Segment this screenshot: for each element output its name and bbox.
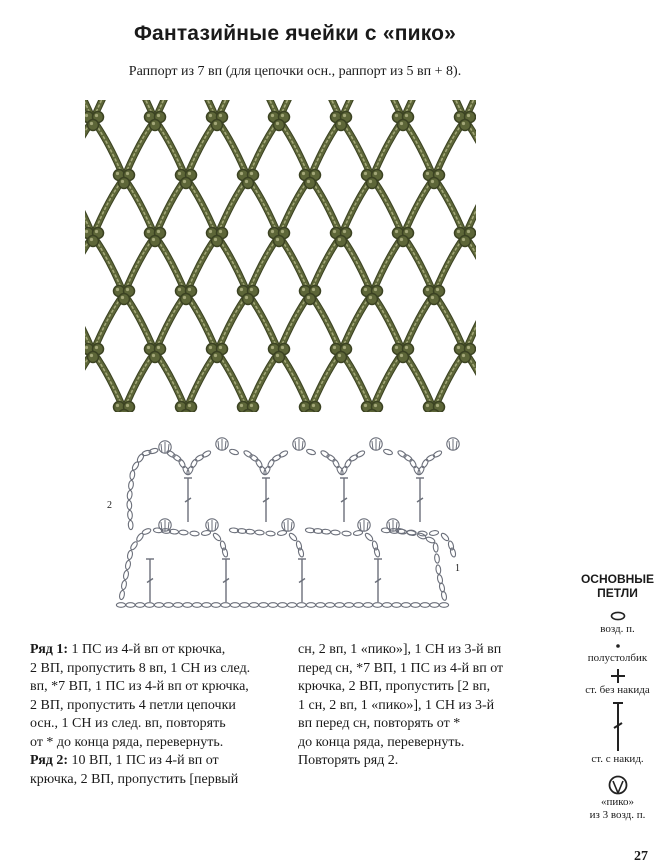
row-2-stitches <box>127 438 459 530</box>
chain-stitch-oval-icon <box>608 609 628 623</box>
stitch-legend <box>565 572 670 822</box>
repeat-note: Раппорт из 7 вп (для цепочки осн., раппорт из 5 вп + 8). <box>0 64 590 80</box>
repeat-row-2-line: Повторять ряд 2. <box>298 752 560 771</box>
legend-label-single: ст. без накида <box>565 684 670 697</box>
legend-heading-line: ПЕТЛИ <box>565 586 670 600</box>
instructions-left-column <box>30 641 298 789</box>
legend-label-slip: полустолбик <box>565 652 670 665</box>
stitch-diagram <box>95 430 475 615</box>
legend-label-double: ст. с накид. <box>565 753 670 766</box>
row-2-label: Ряд 2: <box>30 753 68 768</box>
legend-heading-line: ОСНОВНЫЕ <box>565 572 670 586</box>
page-title: Фантазийные ячейки с «пико» <box>0 22 590 46</box>
row-2-line: 1 сн, 2 вп, 1 «пико»], 1 СН из 3-й <box>298 697 560 716</box>
row-2-line: крючка, 2 ВП, пропустить [2 вп, <box>298 678 560 697</box>
legend-heading <box>565 572 670 600</box>
row-2-line: вп перед сн, повторять от * <box>298 715 560 734</box>
row-2-line: сн, 2 вп, 1 «пико»], 1 СН из 3-й вп <box>298 641 560 660</box>
single-crochet-plus-icon <box>610 668 626 684</box>
row-1-instruction <box>30 641 298 660</box>
row-2-line: 10 ВП, 1 ПС из 4-й вп от <box>68 753 219 768</box>
row-1-line: 1 ПС из 4-й вп от крючка, <box>68 642 225 657</box>
foundation-chain <box>116 603 448 608</box>
row-2-line: крючка, 2 ВП, пропустить [первый <box>30 771 298 790</box>
row-1-line: осн., 1 СН из след. вп, повторять <box>30 715 298 734</box>
row-2-line: перед сн, *7 ВП, 1 ПС из 4-й вп от <box>298 660 560 679</box>
legend-label-chain: возд. п. <box>565 623 670 636</box>
row-2-instruction <box>30 752 298 771</box>
diagram-row-2-label: 2 <box>107 500 112 511</box>
diagram-row-1-label: 1 <box>455 563 460 574</box>
double-crochet-icon <box>610 701 626 753</box>
picot-icon <box>607 774 629 796</box>
row-1-label: Ряд 1: <box>30 642 68 657</box>
row-1-line: 2 ВП, пропустить 4 петли цепочки <box>30 697 298 716</box>
page-number: 27 <box>634 849 648 865</box>
row-2-line: до конца ряда, перевернуть. <box>298 734 560 753</box>
instructions-right-column <box>298 641 560 771</box>
row-1-stitches <box>119 519 457 602</box>
row-1-line: вп, *7 ВП, 1 ПС из 4-й вп от крючка, <box>30 678 298 697</box>
legend-label-picot: «пико» <box>565 796 670 809</box>
row-1-line: 2 ВП, пропустить 8 вп, 1 СН из след. <box>30 660 298 679</box>
slip-stitch-dot-icon <box>613 640 623 652</box>
crochet-sample-photo <box>85 100 476 412</box>
row-1-line: от * до конца ряда, перевернуть. <box>30 734 298 753</box>
legend-label-picot-sub: из 3 возд. п. <box>565 809 670 822</box>
